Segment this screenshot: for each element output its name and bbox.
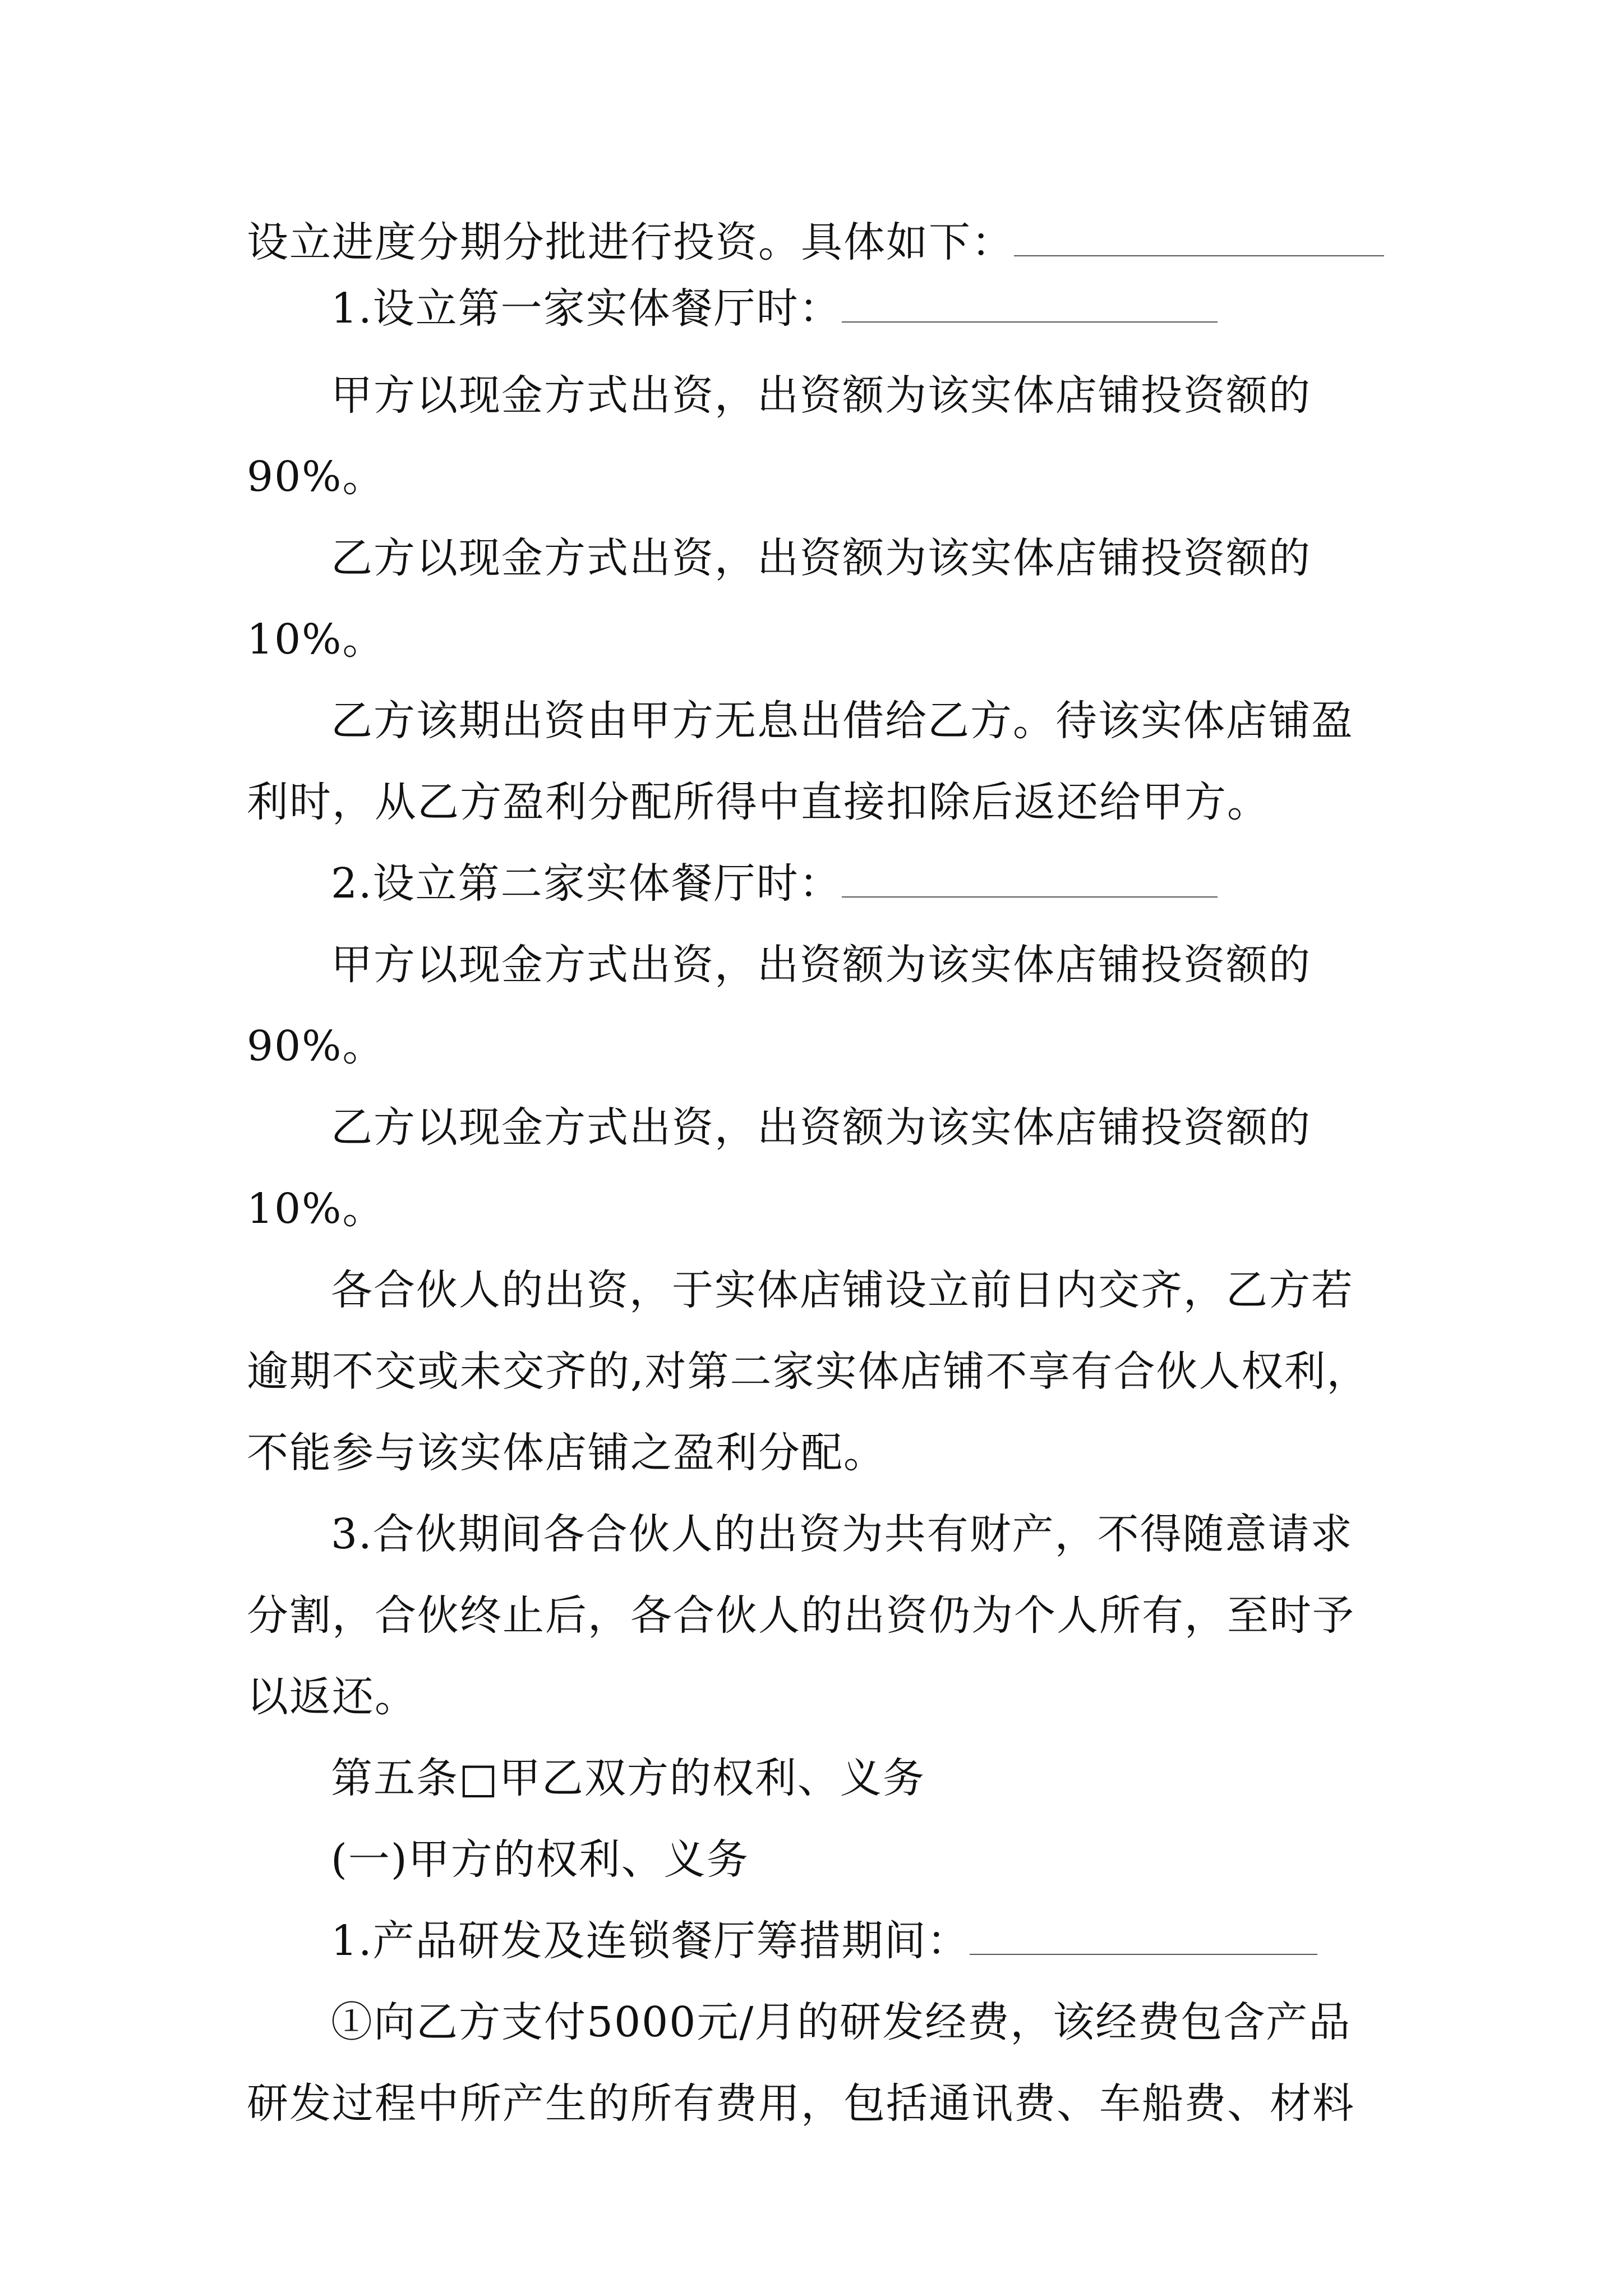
text-line-10: 甲方以现金方式出资，出资额为该实体店铺投资额的 bbox=[331, 941, 1311, 989]
fill-in-blank[interactable] bbox=[1014, 252, 1384, 256]
subsection-heading: (一)甲方的权利、义务 bbox=[331, 1835, 749, 1884]
text-line-9: 2.设立第二家实体餐厅时： bbox=[247, 850, 1391, 917]
text-line-4: 90%。 bbox=[247, 453, 385, 501]
text-line-19: 以返还。 bbox=[247, 1673, 417, 1721]
text-line-7: 乙方该期出资由甲方无息出借给乙方。待该实体店铺盈 bbox=[331, 697, 1354, 745]
text-line-12: 乙方以现金方式出资，出资额为该实体店铺投资额的 bbox=[331, 1103, 1311, 1152]
fill-in-blank[interactable] bbox=[970, 1950, 1317, 1955]
fill-in-blank[interactable] bbox=[842, 893, 1218, 898]
fill-in-blank[interactable] bbox=[842, 318, 1218, 323]
text-line-22: 1.产品研发及连锁餐厅筹措期间： bbox=[247, 1907, 1391, 1975]
text-line-8: 利时，从乙方盈利分配所得中直接扣除后返还给甲方。 bbox=[247, 778, 1270, 826]
text-line-15: 逾期不交或未交齐的,对第二家实体店铺不享有合伙人权利， bbox=[247, 1347, 1370, 1396]
text-line-16: 不能参与该实体店铺之盈利分配。 bbox=[247, 1429, 886, 1477]
text-line-14: 各合伙人的出资，于实体店铺设立前日内交齐，乙方若 bbox=[331, 1266, 1354, 1314]
text-line-17: 3.合伙期间各合伙人的出资为共有财产，不得随意请求 bbox=[331, 1510, 1353, 1558]
text-line-23: ①向乙方支付5000元/月的研发经费，该经费包含产品 bbox=[331, 1998, 1352, 2046]
text-line-18: 分割，合伙终止后，各合伙人的出资仍为个人所有，至时予 bbox=[247, 1591, 1355, 1640]
section-heading-article-5: 第五条□甲乙双方的权利、义务 bbox=[331, 1754, 925, 1802]
text-line-13: 10%。 bbox=[247, 1185, 385, 1233]
text-line-6: 10%。 bbox=[247, 615, 385, 664]
text-line-2: 1.设立第一家实体餐厅时： bbox=[247, 275, 1391, 342]
text-line-24: 研发过程中所产生的所有费用，包括通讯费、车船费、材料 bbox=[247, 2079, 1355, 2128]
text-line-3: 甲方以现金方式出资，出资额为该实体店铺投资额的 bbox=[331, 371, 1311, 420]
text-line-11: 90%。 bbox=[247, 1022, 385, 1070]
text-line-5: 乙方以现金方式出资，出资额为该实体店铺投资额的 bbox=[331, 534, 1311, 582]
text-line-1: 设立进度分期分批进行投资。具体如下： bbox=[247, 209, 1391, 276]
